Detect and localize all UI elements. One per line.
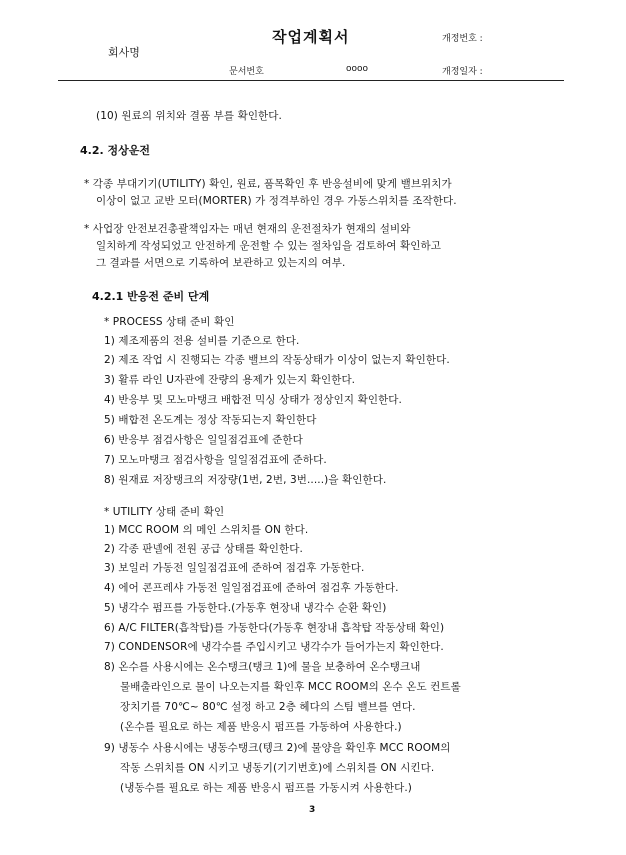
list-item-continuation: 장치기를 70℃~ 80℃ 설정 하고 2층 헤다의 스팀 밸브를 연다. — [120, 701, 416, 713]
list-item: 8) 온수를 사용시에는 온수탱크(탱크 1)에 물을 보충하여 온수탱크내 — [104, 661, 421, 673]
page-number: 3 — [309, 805, 316, 815]
company-name-label: 회사명 — [108, 46, 140, 59]
process-check-title: * PROCESS 상태 준비 확인 — [104, 316, 235, 328]
bullet1-line2: 이상이 없고 교반 모터(MORTER) 가 정격부하인 경우 가동스위치를 조작한다. — [96, 195, 457, 207]
list-item-continuation: (온수를 필요로 하는 제품 반응시 펌프를 가동하여 사용한다.) — [120, 721, 402, 733]
document-title: 작업계획서 — [272, 28, 350, 46]
bullet2-line1: * 사업장 안전보건총괄책임자는 매년 현재의 운전절차가 현재의 설비와 — [84, 223, 411, 235]
list-item: 4) 반응부 및 모노마탱크 배합전 믹싱 상태가 정상인지 확인한다. — [104, 394, 402, 406]
bullet1-line1: * 각종 부대기기(UTILITY) 확인, 원료, 품목확인 후 반응설비에 맞게 밸브위치가 — [84, 178, 452, 190]
revision-date-label: 개정일자 : — [442, 67, 483, 77]
list-item: 3) 활류 라인 U자관에 잔량의 용제가 있는지 확인한다. — [104, 374, 356, 386]
document-number-label: 문서번호 — [229, 67, 264, 77]
revision-number-label: 개정번호 : — [442, 34, 483, 44]
list-item: 6) 반응부 점검사항은 일일점검표에 준한다 — [104, 434, 303, 446]
utility-check-title: * UTILITY 상태 준비 확인 — [104, 506, 225, 518]
bullet2-line2: 일치하게 작성되었고 안전하게 운전할 수 있는 절차임을 검토하여 확인하고 — [96, 240, 442, 252]
list-item-continuation: (냉동수를 필요로 하는 제품 반응시 펌프를 가동시켜 사용한다.) — [120, 782, 412, 794]
list-item: 9) 냉동수 사용시에는 냉동수탱크(텡크 2)에 물양을 확인후 MCC ROOM의 — [104, 742, 451, 754]
list-item: 2) 제조 작업 시 진행되는 각종 밸브의 작동상태가 이상이 없는지 확인한다. — [104, 354, 450, 366]
list-item: 3) 보일러 가동전 일일점검표에 준하여 점검후 가동한다. — [104, 562, 365, 574]
document-number-value: oooo — [346, 64, 369, 74]
bullet2-line3: 그 결과를 서면으로 기록하여 보관하고 있는지의 여부. — [96, 257, 346, 269]
list-item: 4) 에어 콘프레샤 가동전 일일점검표에 준하여 점검후 가동한다. — [104, 582, 399, 594]
intro-item: (10) 원료의 위치와 결품 부를 확인한다. — [96, 110, 282, 122]
list-item: 5) 냉각수 펌프를 가동한다.(가동후 현장내 냉각수 순환 확인) — [104, 602, 387, 614]
list-item: 5) 배합전 온도계는 정상 작동되는지 확인한다 — [104, 414, 317, 426]
list-item: 1) MCC ROOM 의 메인 스위치를 ON 한다. — [104, 524, 309, 536]
list-item-continuation: 작동 스위치를 ON 시키고 냉동기(기기번호)에 스위치를 ON 시킨다. — [120, 762, 435, 774]
list-item: 7) 모노마탱크 점검사항을 일일점검표에 준하다. — [104, 454, 327, 466]
section-4-2-1-heading: 4.2.1 반응전 준비 단계 — [92, 290, 210, 303]
section-4-2-heading: 4.2. 정상운전 — [80, 144, 150, 157]
list-item: 7) CONDENSOR에 냉각수를 주입시키고 냉각수가 들어가는지 확인한다. — [104, 641, 444, 653]
list-item-continuation: 물배출라인으로 물이 나오는지를 확인후 MCC ROOM의 온수 온도 컨트롤 — [120, 681, 461, 693]
list-item: 6) A/C FILTER(흡착탑)를 가동한다(가동후 현장내 흡착탑 작동상태 확인) — [104, 622, 445, 634]
list-item: 2) 각종 판넬에 전원 공급 상태를 확인한다. — [104, 543, 303, 555]
list-item: 8) 원재료 저장탱크의 저장량(1번, 2번, 3번.....)을 확인한다. — [104, 474, 387, 486]
list-item: 1) 제조제품의 전용 설비를 기준으로 한다. — [104, 335, 300, 347]
header-divider — [58, 80, 564, 81]
